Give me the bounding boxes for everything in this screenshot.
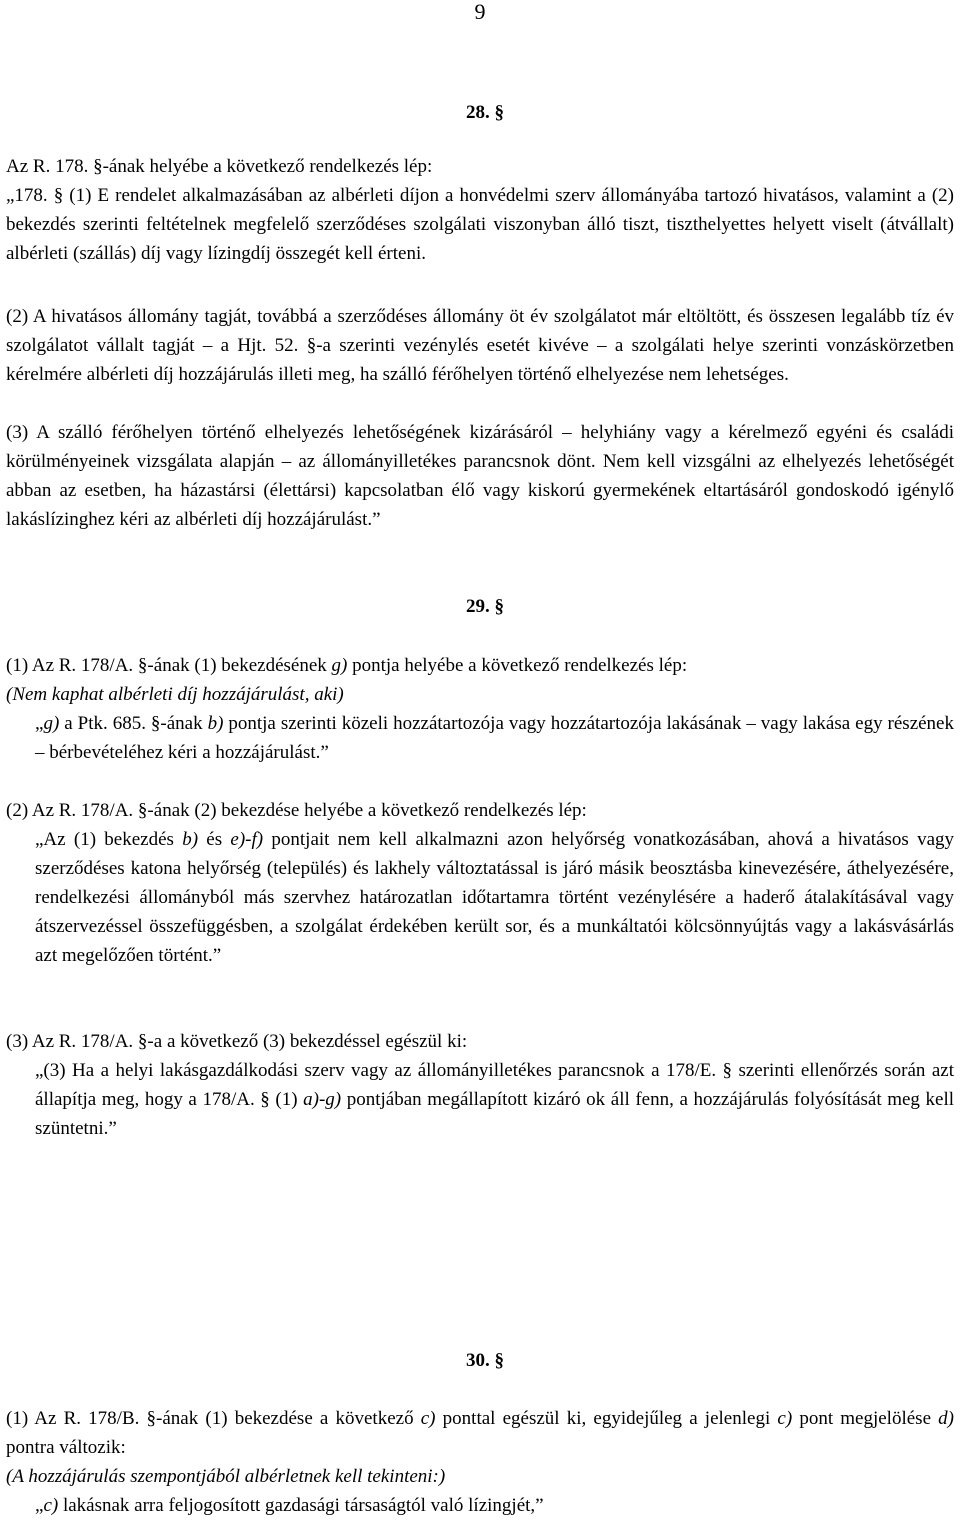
section-29-subsection-2-intro: (2) Az R. 178/A. §-ának (2) bekezdése helyébe a következő rendelkezés lép: [6, 800, 587, 821]
section-heading-28: 28. § [466, 102, 504, 123]
section-30-subsection-1-italic: (A hozzájárulás szempontjából albérletnek kell tekinteni:) [6, 1466, 446, 1487]
section-29-subsection-2-text: „Az (1) bekezdés b) és e)-f) pontjait nem kell alkalmazni azon helyőrség vonatkozásában, ahová a hivatásos vagy szerződéses katona helyőrség (település) és lakhely változtatással is járó másik beosztásba kinevezésére, áthelyezésére, rendelkezési állományból más szervhez határozatlan időtartamra történt vezénylésére a haderő átalakításával vagy átszervezéssel összefüggésben, a szolgálat érdekében került sor, és a munkáltatói kölcsönnyújtás vagy a lakásvásárlás azt megelőzően történt.” [35, 829, 955, 966]
section-29-subsection-3-intro: (3) Az R. 178/A. §-a a következő (3) bekezdéssel egészül ki: [6, 1031, 468, 1052]
section-28-paragraph-2: (2) A hivatásos állomány tagját, továbbá a szerződéses állomány öt év szolgálatot már eltöltött, és összesen legalább tíz év szolgálatot vállalt tagját – a Hjt. 52. §-a szerinti vezénylés esetét kivéve – a szolgálati helye szerinti vonzáskörzetben kérelmére albérleti díj hozzájárulás illeti meg, ha szálló férőhelyen történő elhelyezése nem lehetséges. [6, 306, 954, 385]
section-28-intro: Az R. 178. §-ának helyébe a következő rendelkezés lép: [6, 156, 433, 177]
page-number: 9 [474, 0, 486, 24]
section-29-point-g: „g) a Ptk. 685. §-ának b) pontja szerinti közeli hozzátartozója vagy hozzátartozója lakásának – vagy lakása egy részének – bérbevételéhez kéri a hozzájárulást.” [35, 713, 954, 763]
section-30-subsection-1: (1) Az R. 178/B. §-ának (1) bekezdése a következő c) ponttal egészül ki, egyidejűleg a jelenlegi c) pont megjelölése d) pontra változik: [6, 1408, 954, 1458]
section-28-paragraph-1: „178. § (1) E rendelet alkalmazásában az albérleti díjon a honvédelmi szerv állományába tartozó hivatásos, valamint a (2) bekezdés szerinti feltételnek megfelelő szerződéses szolgálati viszonyban álló tiszt, tiszthelyettes helyett viselt (átvállalt) albérleti (szállás) díj vagy lízingdíj összegét kell érteni. [6, 185, 954, 264]
section-heading-30: 30. § [466, 1350, 504, 1371]
section-heading-29: 29. § [466, 596, 504, 617]
section-29-subsection-1: (1) Az R. 178/A. §-ának (1) bekezdésének g) pontja helyébe a következő rendelkezés lép: [6, 655, 688, 676]
section-29-subsection-1-italic: (Nem kaphat albérleti díj hozzájárulást, aki) [6, 684, 344, 705]
section-30-point-c: „c) lakásnak arra feljogosított gazdasági társaságtól való lízingjét,” [35, 1495, 544, 1516]
section-28-paragraph-3: (3) A szálló férőhelyen történő elhelyezés lehetőségének kizárásáról – helyhiány vagy a kérelmező egyéni és családi körülményeinek vizsgálata alapján – az állományilletékes parancsnok dönt. Nem kell vizsgálni az elhelyezés lehetőségét abban az esetben, ha házastársi (élettársi) kapcsolatban élő vagy kiskorú gyermekének eltartásáról gondoskodó igénylő lakáslízinghez kéri az albérleti díj hozzájárulást.” [6, 422, 954, 530]
section-29-subsection-3-text: „(3) Ha a helyi lakásgazdálkodási szerv vagy az állományilletékes parancsnok a 178/E. § szerinti ellenőrzés során azt állapítja meg, hogy a 178/A. § (1) a)-g) pontjában megállapított kizáró ok áll fenn, a hozzájárulás folyósítását meg kell szüntetni.” [35, 1060, 954, 1139]
